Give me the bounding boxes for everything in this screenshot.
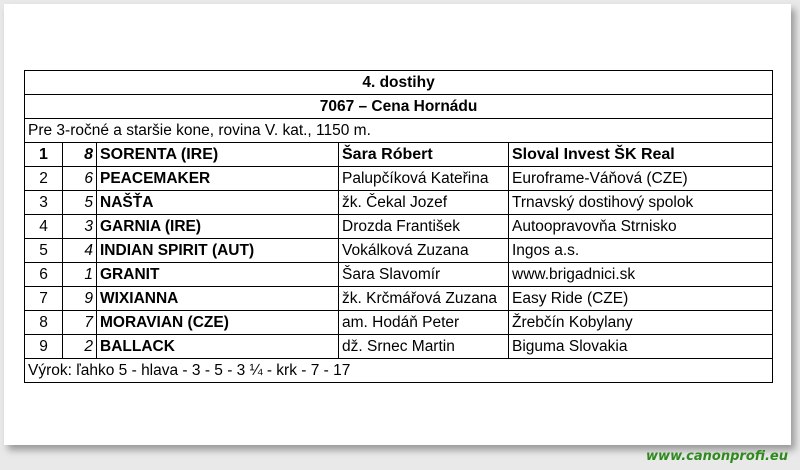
owner-cell: Sloval Invest ŠK Real	[509, 143, 773, 167]
race-results-table	[24, 70, 773, 383]
result-row	[25, 239, 773, 263]
owner-cell: www.brigadnici.sk	[509, 263, 773, 287]
horse-name-cell: MORAVIAN (CZE)	[97, 311, 339, 335]
owner-cell: Žrebčín Kobylany	[509, 311, 773, 335]
place-cell: 5	[25, 239, 63, 263]
race-title-row	[25, 71, 773, 95]
place-cell: 8	[25, 311, 63, 335]
horse-name-cell: WIXIANNA	[97, 287, 339, 311]
start-number-cell: 9	[63, 287, 97, 311]
result-row	[25, 335, 773, 359]
owner-cell: Biguma Slovakia	[509, 335, 773, 359]
place-cell: 6	[25, 263, 63, 287]
watermark: www.canonprofi.eu	[646, 449, 788, 464]
jockey-cell: žk. Čekal Jozef	[339, 191, 509, 215]
result-row	[25, 263, 773, 287]
owner-cell: Trnavský dostihový spolok	[509, 191, 773, 215]
race-conditions-row	[25, 119, 773, 143]
result-row	[25, 167, 773, 191]
start-number-cell: 8	[63, 143, 97, 167]
horse-name-cell: SORENTA (IRE)	[97, 143, 339, 167]
start-number-cell: 4	[63, 239, 97, 263]
place-cell: 4	[25, 215, 63, 239]
owner-cell: Easy Ride (CZE)	[509, 287, 773, 311]
result-row	[25, 311, 773, 335]
result-row	[25, 143, 773, 167]
race-margins: Výrok: ľahko 5 - hlava - 3 - 5 - 3 ¼ - krk - 7 - 17	[25, 359, 773, 383]
jockey-cell: Palupčíková Kateřina	[339, 167, 509, 191]
place-cell: 3	[25, 191, 63, 215]
jockey-cell: am. Hodáň Peter	[339, 311, 509, 335]
horse-name-cell: NAŠŤA	[97, 191, 339, 215]
margins-row	[25, 359, 773, 383]
start-number-cell: 3	[63, 215, 97, 239]
result-row	[25, 215, 773, 239]
start-number-cell: 7	[63, 311, 97, 335]
place-cell: 2	[25, 167, 63, 191]
jockey-cell: Šara Slavomír	[339, 263, 509, 287]
race-conditions: Pre 3-ročné a staršie kone, rovina V. kat., 1150 m.	[25, 119, 773, 143]
start-number-cell: 5	[63, 191, 97, 215]
owner-cell: Autoopravovňa Strnisko	[509, 215, 773, 239]
jockey-cell: Drozda František	[339, 215, 509, 239]
horse-name-cell: GRANIT	[97, 263, 339, 287]
race-name: 7067 – Cena Hornádu	[25, 95, 773, 119]
result-row	[25, 191, 773, 215]
start-number-cell: 2	[63, 335, 97, 359]
horse-name-cell: PEACEMAKER	[97, 167, 339, 191]
result-row	[25, 287, 773, 311]
horse-name-cell: GARNIA (IRE)	[97, 215, 339, 239]
jockey-cell: žk. Krčmářová Zuzana	[339, 287, 509, 311]
start-number-cell: 1	[63, 263, 97, 287]
start-number-cell: 6	[63, 167, 97, 191]
place-cell: 9	[25, 335, 63, 359]
horse-name-cell: BALLACK	[97, 335, 339, 359]
race-title: 4. dostihy	[25, 71, 773, 95]
place-cell: 7	[25, 287, 63, 311]
race-name-row	[25, 95, 773, 119]
jockey-cell: Vokálková Zuzana	[339, 239, 509, 263]
place-cell: 1	[25, 143, 63, 167]
jockey-cell: Šara Róbert	[339, 143, 509, 167]
owner-cell: Euroframe-Váňová (CZE)	[509, 167, 773, 191]
horse-name-cell: INDIAN SPIRIT (AUT)	[97, 239, 339, 263]
jockey-cell: dž. Srnec Martin	[339, 335, 509, 359]
owner-cell: Ingos a.s.	[509, 239, 773, 263]
